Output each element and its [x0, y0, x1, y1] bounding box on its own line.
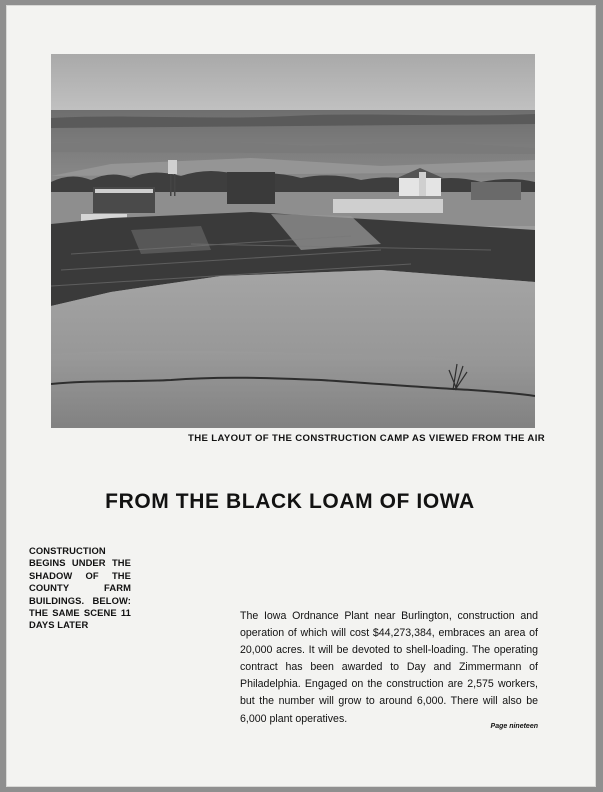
body-paragraph: The Iowa Ordnance Plant near Burlington, construction and operation of which will cost $44,273,384, embraces an area of 20,000 acres. It will be devoted to shell-loading. The operating contract has been awarded to Day and Zimmermann of Philadelphia. Engaged on the construction are 2,575 workers, but the number will grow to around 6,000. There will also be 6,000 plant operatives.: [240, 610, 538, 725]
aerial-photo: [51, 54, 535, 428]
document-page: [6, 5, 596, 787]
side-note: CONSTRUCTION BEGINS UNDER THE SHADOW OF THE COUNTY FARM BUILDINGS. BELOW: THE SAME SCENE 11 DAYS LATER: [29, 545, 131, 631]
page-number: Page nineteen: [490, 723, 538, 730]
aerial-photo-illustration: [51, 54, 535, 428]
page-headline: FROM THE BLACK LOAM OF IOWA: [105, 490, 475, 513]
photo-caption: THE LAYOUT OF THE CONSTRUCTION CAMP AS VIEWED FROM THE AIR: [188, 433, 545, 444]
